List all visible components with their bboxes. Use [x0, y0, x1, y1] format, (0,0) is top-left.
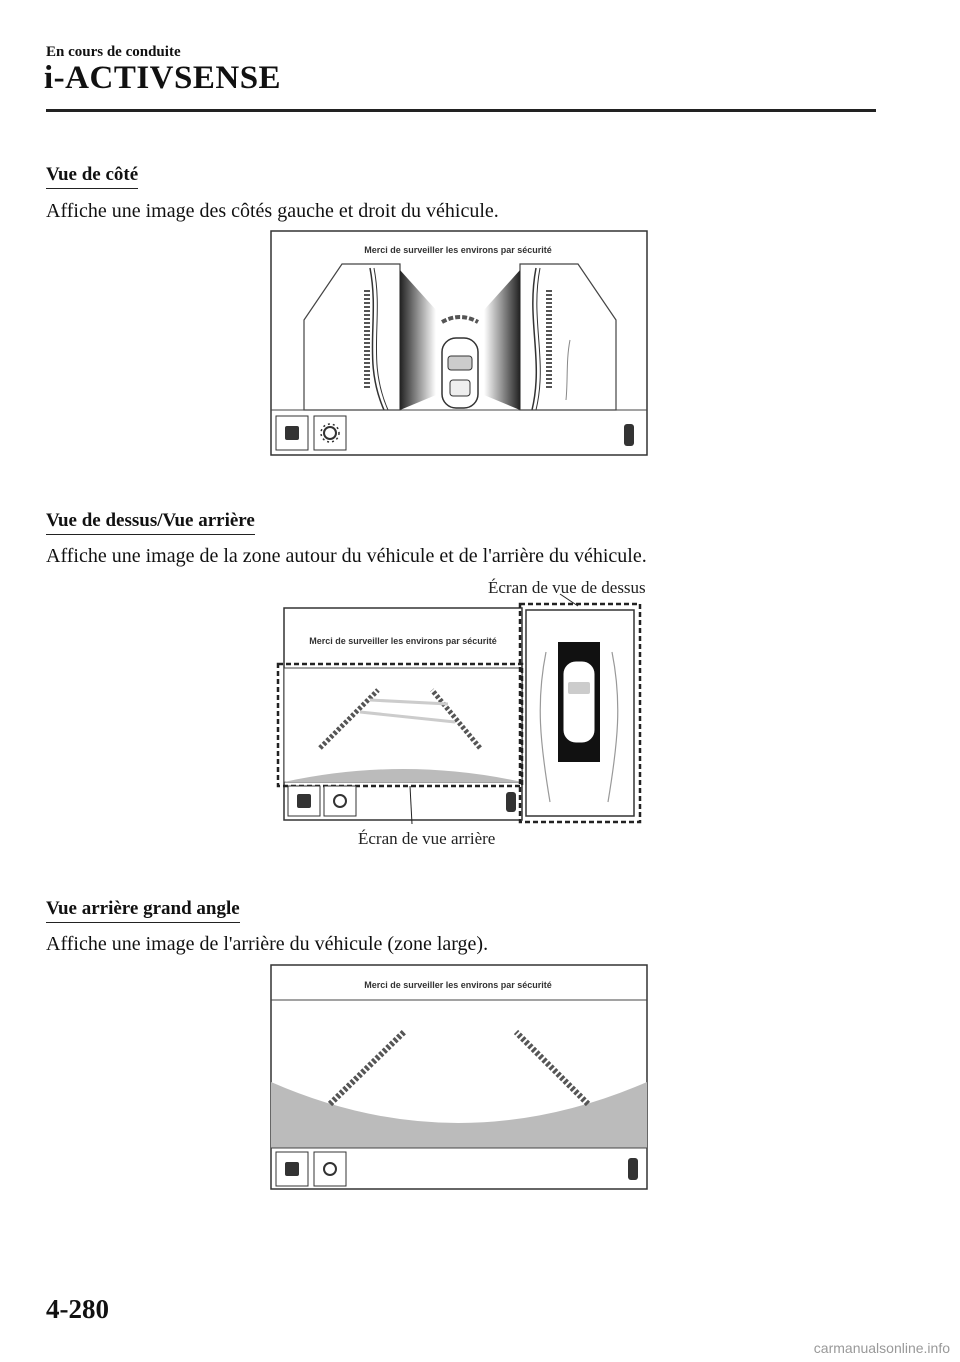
section-text-top-rear-view: Affiche une image de la zone autour du véhicule et de l'arrière du véhicule.: [46, 545, 647, 567]
section-text-wide-rear-view: Affiche une image de l'arrière du véhicule (zone large).: [46, 933, 489, 955]
chapter-label: En cours de conduite: [46, 44, 181, 60]
wide-rear-view-screen-message: Merci de surveiller les environs par sécurité: [364, 980, 552, 990]
watermark: carmanualsonline.info: [813, 1340, 950, 1356]
page-title: i-ACTIVSENSE: [44, 60, 282, 96]
page-number: 4-280: [46, 1294, 109, 1324]
header-rule: [46, 109, 876, 112]
wide-rear-view-figure: [270, 964, 650, 1192]
callout-top-view: Écran de vue de dessus: [488, 578, 646, 597]
top-rear-view-screen-message: Merci de surveiller les environs par sécurité: [309, 636, 497, 646]
section-heading-wide-rear-view: Vue arrière grand angle: [46, 898, 240, 923]
callout-rear-view: Écran de vue arrière: [358, 829, 496, 848]
section-text-side-view: Affiche une image des côtés gauche et droit du véhicule.: [46, 200, 499, 222]
section-heading-side-view: Vue de côté: [46, 164, 138, 189]
side-view-figure: [270, 230, 650, 458]
section-heading-top-rear-view: Vue de dessus/Vue arrière: [46, 510, 255, 535]
side-view-screen-message: Merci de surveiller les environs par sécurité: [364, 245, 552, 255]
top-rear-view-figure: [270, 572, 650, 860]
